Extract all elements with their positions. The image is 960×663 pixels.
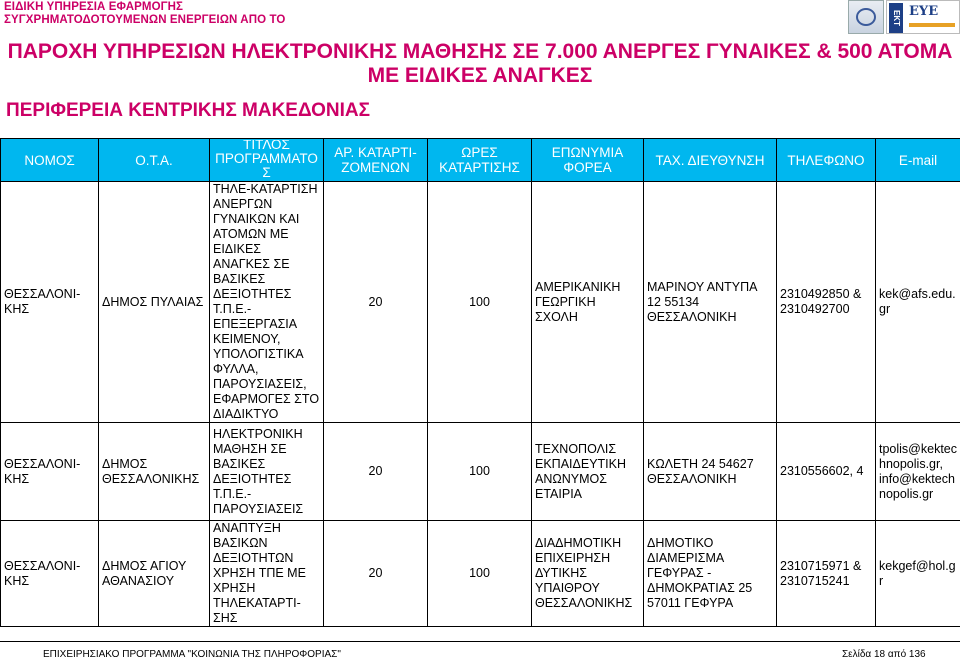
cell-ota: ΔΗΜΟΣ ΑΓΙΟΥ ΑΘΑΝΑΣΙΟΥ bbox=[99, 521, 210, 627]
col-ar-l1: ΑΡ. ΚΑΤΑΡΤΙ- bbox=[334, 145, 417, 160]
org-name-line1: ΕΙΔΙΚΗ ΥΠΗΡΕΣΙΑ ΕΦΑΡΜΟΓΗΣ bbox=[4, 1, 184, 13]
cell-email: tpolis@kektechnopolis.gr, info@kektechnopolis.gr bbox=[876, 423, 960, 521]
eye-logo-text: ΕΥΕ bbox=[909, 4, 939, 19]
cell-address: ΜΑΡΙΝΟΥ ΑΝΤΥΠΑ 12 55134 ΘΕΣΣΑΛΟΝΙΚΗ bbox=[644, 182, 777, 423]
col-foreas-l2: ΦΟΡΕΑ bbox=[563, 160, 612, 175]
cell-nomos: ΘΕΣΣΑΛΟΝΙ-ΚΗΣ bbox=[1, 521, 99, 627]
col-titlos-l2: ΠΡΟΓΡΑΜΜΑΤΟ bbox=[215, 151, 318, 166]
cell-nomos: ΘΕΣΣΑΛΟΝΙ-ΚΗΣ bbox=[1, 182, 99, 423]
col-ores-l1: ΩΡΕΣ bbox=[461, 145, 498, 160]
cell-address: ΔΗΜΟΤΙΚΟ ΔΙΑΜΕΡΙΣΜΑ ΓΕΦΥΡΑΣ - ΔΗΜΟΚΡΑΤΙΑΣ 25 57011 ΓΕΦΥΡΑ bbox=[644, 521, 777, 627]
org-name-line2: ΣΥΓΧΡΗΜΑΤΟΔΟΤΟΥΜΕΝΩΝ ΕΝΕΡΓΕΙΩΝ ΑΠΟ ΤΟ bbox=[4, 14, 286, 26]
cell-ar: 20 bbox=[324, 423, 428, 521]
emblem-icon bbox=[856, 8, 876, 26]
col-ores bbox=[428, 139, 532, 182]
footer-divider bbox=[0, 641, 960, 642]
col-titlos bbox=[210, 139, 324, 182]
cell-address: ΚΩΛΕΤΗ 24 54627 ΘΕΣΣΑΛΟΝΙΚΗ bbox=[644, 423, 777, 521]
cell-ota: ΔΗΜΟΣ ΠΥΛΑΙΑΣ bbox=[99, 182, 210, 423]
document-title-line2: ΜΕ ΕΙΔΙΚΕΣ ΑΝΑΓΚΕΣ bbox=[367, 64, 593, 87]
cell-ores: 100 bbox=[428, 423, 532, 521]
col-nomos: ΝΟΜΟΣ bbox=[1, 139, 99, 182]
col-ar-l2: ΖΟΜΕΝΩΝ bbox=[341, 160, 410, 175]
cell-phone: 2310556602, 4 bbox=[777, 423, 876, 521]
col-titlos-l1: ΤΙΤΛΟΣ bbox=[243, 140, 290, 152]
cell-titlos: ΤΗΛΕ-ΚΑΤΑΡΤΙΣΗ ΑΝΕΡΓΩΝ ΓΥΝΑΙΚΩΝ ΚΑΙ ΑΤΟΜΩΝ ΜΕ ΕΙΔΙΚΕΣ ΑΝΑΓΚΕΣ ΣΕ ΒΑΣΙΚΕΣ ΔΕΞΙΟΤΗΤΕΣ Τ.Π.Ε.- ΕΠΕΞΕΡΓΑΣΙΑ ΚΕΙΜΕΝΟΥ, ΥΠΟΛΟΓΙΣΤΙΚΑ ΦΥΛΛΑ, ΠΑΡΟΥΣΙΑΣΕΙΣ, ΕΦΑΡΜΟΓΕΣ ΣΤΟ ΔΙΑΔΙΚΤΥΟ bbox=[210, 182, 324, 423]
cell-foreas: ΤΕΧΝΟΠΟΛΙΣ ΕΚΠΑΙΔΕΥΤΙΚΗ ΑΝΩΝΥΜΟΣ ΕΤΑΙΡΙΑ bbox=[532, 423, 644, 521]
cell-ota: ΔΗΜΟΣ ΘΕΣΣΑΛΟΝΙΚΗΣ bbox=[99, 423, 210, 521]
table-row bbox=[1, 423, 960, 521]
table-row bbox=[1, 182, 960, 423]
col-titlos-l3: Σ bbox=[262, 165, 271, 180]
col-ota: Ο.Τ.Α. bbox=[99, 139, 210, 182]
col-phone: ΤΗΛΕΦΩΝΟ bbox=[777, 139, 876, 182]
cell-phone: 2310715971 & 2310715241 bbox=[777, 521, 876, 627]
cell-nomos: ΘΕΣΣΑΛΟΝΙ-ΚΗΣ bbox=[1, 423, 99, 521]
logo-stripe bbox=[909, 23, 955, 27]
cell-titlos: ΗΛΕΚΤΡΟΝΙΚΗ ΜΑΘΗΣΗ ΣΕ ΒΑΣΙΚΕΣ ΔΕΞΙΟΤΗΤΕΣ Τ.Π.Ε.- ΠΑΡΟΥΣΙΑΣΕΙΣ bbox=[210, 423, 324, 521]
document-title-line1: ΠΑΡΟΧΗ ΥΠΗΡΕΣΙΩΝ ΗΛΕΚΤΡΟΝΙΚΗΣ ΜΑΘΗΣΗΣ ΣΕ 7.000 ΑΝΕΡΓΕΣ ΓΥΝΑΙΚΕΣ & 500 ΑΤΟΜΑ bbox=[7, 40, 953, 63]
cell-titlos: ΑΝΑΠΤΥΞΗ ΒΑΣΙΚΩΝ ΔΕΞΙΟΤΗΤΩΝ ΧΡΗΣΗ ΤΠΕ ΜΕ ΧΡΗΣΗ ΤΗΛΕΚΑΤΑΡΤΙ-ΣΗΣ bbox=[210, 521, 324, 627]
table-header-row bbox=[1, 139, 960, 182]
col-address: ΤΑΧ. ΔΙΕΥΘΥΝΣΗ bbox=[644, 139, 777, 182]
page-number: Σελίδα 18 από 136 bbox=[842, 649, 926, 660]
col-foreas bbox=[532, 139, 644, 182]
cell-phone: 2310492850 & 2310492700 bbox=[777, 182, 876, 423]
cell-email: kek@afs.edu.gr bbox=[876, 182, 960, 423]
ekt-logo-text: ΕΚΤ bbox=[889, 3, 903, 33]
col-foreas-l1: ΕΠΩΝΥΜΙΑ bbox=[551, 145, 624, 160]
col-email: E-mail bbox=[876, 139, 960, 182]
table-row bbox=[1, 521, 960, 627]
eye-logo bbox=[886, 0, 960, 34]
col-ores-l2: ΚΑΤΑΡΤΙΣΗΣ bbox=[439, 160, 520, 175]
cell-ar: 20 bbox=[324, 521, 428, 627]
footer-program-name: ΕΠΙΧΕΙΡΗΣΙΑΚΟ ΠΡΟΓΡΑΜΜΑ "ΚΟΙΝΩΝΙΑ ΤΗΣ ΠΛΗΡΟΦΟΡΙΑΣ" bbox=[43, 649, 341, 660]
cell-ores: 100 bbox=[428, 521, 532, 627]
region-heading: ΠΕΡΙΦΕΡΕΙΑ ΚΕΝΤΡΙΚΗΣ ΜΑΚΕΔΟΝΙΑΣ bbox=[6, 100, 371, 121]
cell-ores: 100 bbox=[428, 182, 532, 423]
cell-foreas: ΑΜΕΡΙΚΑΝΙΚΗ ΓΕΩΡΓΙΚΗ ΣΧΟΛΗ bbox=[532, 182, 644, 423]
col-ar bbox=[324, 139, 428, 182]
cell-foreas: ΔΙΑΔΗΜΟΤΙΚΗ ΕΠΙΧΕΙΡΗΣΗ ΔΥΤΙΚΗΣ ΥΠΑΙΘΡΟΥ ΘΕΣΣΑΛΟΝΙΚΗΣ bbox=[532, 521, 644, 627]
programs-table bbox=[0, 138, 960, 627]
cell-email: kekgef@hol.gr bbox=[876, 521, 960, 627]
cell-ar: 20 bbox=[324, 182, 428, 423]
emblem-logo bbox=[848, 0, 884, 34]
